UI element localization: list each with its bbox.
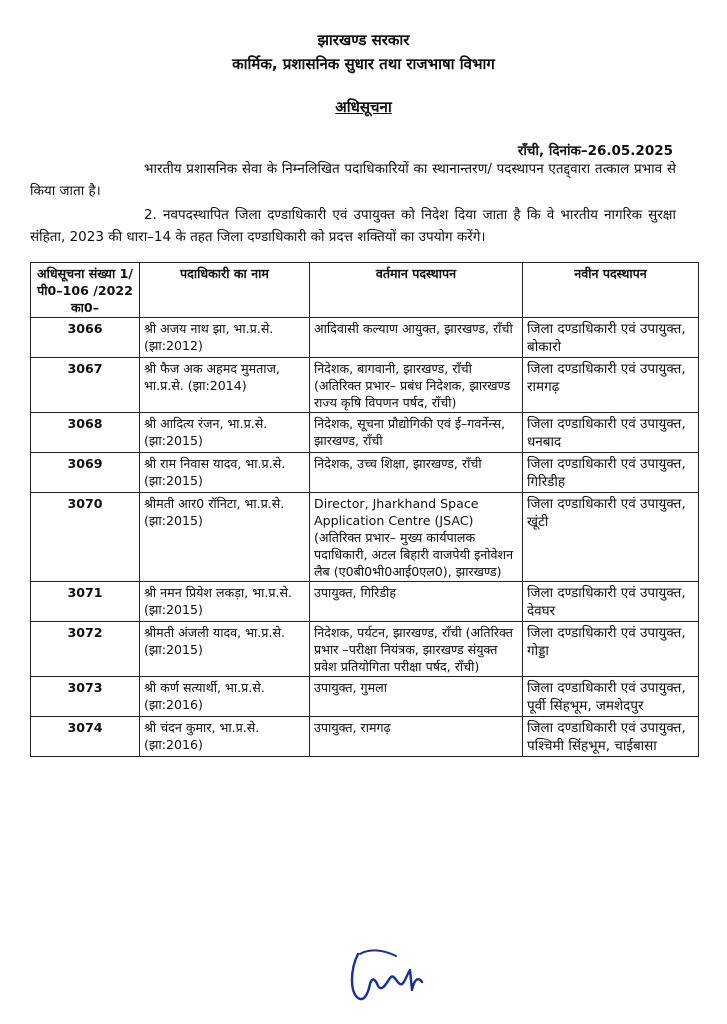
current-posting: उपायुक्त, रामगढ़: [310, 717, 523, 757]
officer-name: श्री कर्ण सत्यार्थी, भा.प्र.से. (झा:2016): [140, 677, 310, 717]
paragraph-1: भारतीय प्रशासनिक सेवा के निम्नलिखित पदाधिकारियों का स्थानान्तरण/ पदस्थापन एतद्द्वारा तत्काल प्रभाव से किया जाता है।: [30, 161, 676, 199]
table-row: [31, 413, 699, 453]
notification-heading: अधिसूचना: [335, 98, 392, 116]
department-title: कार्मिक, प्रशासनिक सुधार तथा राजभाषा विभाग: [232, 55, 495, 73]
table-row: [31, 677, 699, 717]
officer-name: श्री राम निवास यादव, भा.प्र.से. (झा:2015): [140, 453, 310, 493]
notification-number: 3073: [31, 677, 140, 717]
header-notification-number: अधिसूचना संख्या 1/पी0–106 /2022 का0–: [31, 263, 140, 318]
table-header-row: [31, 263, 699, 318]
table-row: [31, 358, 699, 413]
table-row: [31, 493, 699, 582]
notification-number: 3072: [31, 622, 140, 677]
new-posting: जिला दण्डाधिकारी एवं उपायुक्त, धनबाद: [523, 413, 699, 453]
table-row: [31, 717, 699, 757]
notification-number: 3070: [31, 493, 140, 582]
notification-number: 3069: [31, 453, 140, 493]
place-date: राँची, दिनांक–26.05.2025: [517, 143, 673, 159]
officer-name: श्री आदित्य रंजन, भा.प्र.से. (झा:2015): [140, 413, 310, 453]
current-posting: उपायुक्त, गिरिडीह: [310, 582, 523, 622]
new-posting: जिला दण्डाधिकारी एवं उपायुक्त, पश्चिमी सिंहभूम, चाईबासा: [523, 717, 699, 757]
current-posting: निदेशक, बागवानी, झारखण्ड, राँची (अतिरिक्त प्रभार– प्रबंध निदेशक, झारखण्ड राज्य कृषि विपणन पर्षद, राँची): [310, 358, 523, 413]
officer-name: श्री चंदन कुमार, भा.प्र.से. (झा:2016): [140, 717, 310, 757]
officer-name: श्रीमती आर0 रॉनिटा, भा.प्र.से. (झा:2015): [140, 493, 310, 582]
table-row: [31, 453, 699, 493]
current-posting: Director, Jharkhand Space Application Centre (JSAC) (अतिरिक्त प्रभार– मुख्य कार्यपालक पदाधिकारी, अटल बिहारी वाजपेयी इनोवेशन लैब (ए0बी0भी0आई0एल0), झारखण्ड): [310, 493, 523, 582]
new-posting: जिला दण्डाधिकारी एवं उपायुक्त, गोड्डा: [523, 622, 699, 677]
header-current-posting: वर्तमान पदस्थापन: [310, 263, 523, 318]
officer-name: श्री नमन प्रियेश लकड़ा, भा.प्र.से. (झा:2015): [140, 582, 310, 622]
notification-number: 3066: [31, 318, 140, 358]
current-posting: निदेशक, उच्च शिक्षा, झारखण्ड, राँची: [310, 453, 523, 493]
new-posting: जिला दण्डाधिकारी एवं उपायुक्त, रामगढ़: [523, 358, 699, 413]
current-posting: उपायुक्त, गुमला: [310, 677, 523, 717]
new-posting: जिला दण्डाधिकारी एवं उपायुक्त, गिरिडीह: [523, 453, 699, 493]
current-posting: निदेशक, पर्यटन, झारखण्ड, राँची (अतिरिक्त प्रभार –परीक्षा नियंत्रक, झारखण्ड संयुक्त प्रवेश प्रतियोगिता परीक्षा पर्षद, राँची): [310, 622, 523, 677]
notification-number: 3071: [31, 582, 140, 622]
header-officer-name: पदाधिकारी का नाम: [140, 263, 310, 318]
officer-name: श्री फैज अक अहमद मुमताज, भा.प्र.से. (झा:2014): [140, 358, 310, 413]
officer-name: श्री अजय नाथ झा, भा.प्र.से. (झा:2012): [140, 318, 310, 358]
table-row: [31, 622, 699, 677]
officer-name: श्रीमती अंजली यादव, भा.प्र.से. (झा:2015): [140, 622, 310, 677]
table-row: [31, 318, 699, 358]
paragraph-2: 2. नवपदस्थापित जिला दण्डाधिकारी एवं उपायुक्त को निदेश दिया जाता है कि वे भारतीय नागरिक सुरक्षा संहिता, 2023 की धारा–14 के तहत जिला दण्डाधिकारी को प्रदत्त शक्तियों का उपयोग करेंगे।: [30, 207, 676, 245]
government-title: झारखण्ड सरकार: [317, 31, 410, 49]
header-new-posting: नवीन पदस्थापन: [523, 263, 699, 318]
new-posting: जिला दण्डाधिकारी एवं उपायुक्त, खूंटी: [523, 493, 699, 582]
new-posting: जिला दण्डाधिकारी एवं उपायुक्त, देवघर: [523, 582, 699, 622]
current-posting: निदेशक, सूचना प्रौद्योगिकी एवं ई–गवर्नेन्स, झारखण्ड, राँची: [310, 413, 523, 453]
transfer-table: [30, 262, 699, 757]
current-posting: आदिवासी कल्याण आयुक्त, झारखण्ड, राँची: [310, 318, 523, 358]
notification-number: 3074: [31, 717, 140, 757]
notification-number: 3068: [31, 413, 140, 453]
table-row: [31, 582, 699, 622]
signature: [344, 940, 434, 1010]
new-posting: जिला दण्डाधिकारी एवं उपायुक्त, पूर्वी सिंहभूम, जमशेदपुर: [523, 677, 699, 717]
notification-number: 3067: [31, 358, 140, 413]
new-posting: जिला दण्डाधिकारी एवं उपायुक्त, बोकारो: [523, 318, 699, 358]
